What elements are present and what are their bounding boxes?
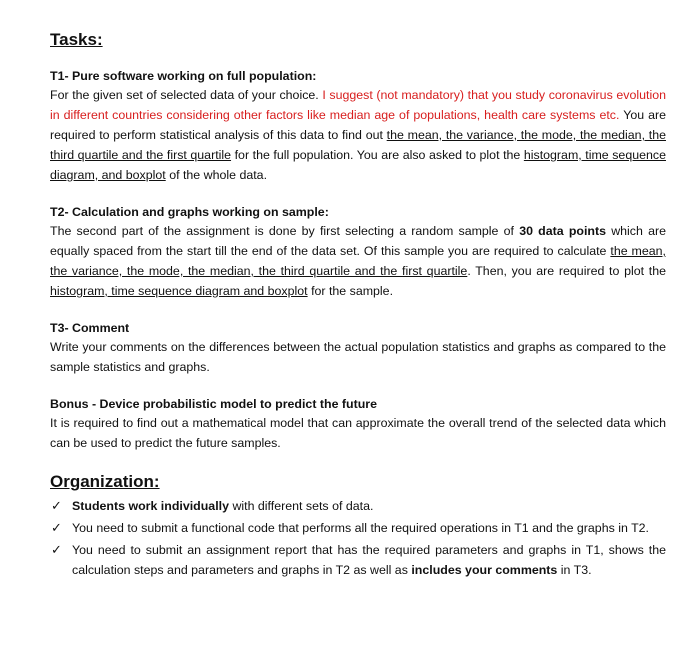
item1-text: with different sets of data. [232, 499, 374, 513]
checkmark-icon: ✓ [51, 542, 62, 557]
t2-text-1: The second part of the assignment is done by first selecting a random sample of [50, 224, 514, 238]
t1-statistics: the mean, the variance, the mode, the median, the third quartile and the first quartile [50, 128, 666, 162]
checkmark-icon: ✓ [51, 498, 62, 513]
t2-text-3: . Then, you are required to plot the [467, 264, 666, 278]
item3-bold: includes your comments [411, 563, 558, 577]
t2-heading: T2- Calculation and graphs working on sample: [50, 205, 329, 219]
list-item [50, 496, 666, 516]
bonus-paragraph: It is required to find out a mathematical model that can approximate the overall trend of the selected data which can be used to predict the future samples. [50, 416, 666, 450]
t2-text-4: for the sample. [311, 284, 394, 298]
t3-paragraph: Write your comments on the differences between the actual population statistics and graphs as compared to the sample statistics and graphs. [50, 340, 666, 374]
t1-text-1: For the given set of selected data of your choice. [50, 88, 319, 102]
list-item [50, 540, 666, 580]
item3-text-end: in T3. [560, 563, 592, 577]
organization-list [50, 496, 666, 580]
t2-text-2: which are equally spaced from the start till the end of the data set. Of this sample you are required to calculate [50, 224, 667, 258]
t1-suggestion: I suggest (not mandatory) that you study coronavirus evolution in different countries considering other factors like median age of populations, health care systems etc. [50, 88, 666, 122]
item1-bold: Students work individually [72, 499, 229, 513]
list-item [50, 518, 666, 538]
t1-text-3: for the full population. You are also asked to plot the [234, 148, 521, 162]
t2-section [50, 204, 666, 301]
organization-title: Organization: [50, 472, 160, 491]
t2-sample-size: 30 data points [519, 224, 607, 238]
item3-text-start: You need to submit an assignment report that has the required parameters and graphs in T1, shows the calculation steps and parameters and graphs in T2 as well as [72, 543, 666, 577]
t2-plots: histogram, time sequence diagram and boxplot [50, 284, 308, 298]
t2-paragraph [50, 221, 666, 301]
tasks-title: Tasks: [50, 30, 103, 49]
checkmark-icon: ✓ [51, 520, 62, 535]
bonus-section [50, 396, 666, 453]
t1-heading: T1- Pure software working on full population: [50, 69, 317, 83]
t1-section [50, 68, 666, 185]
t1-text-4: of the whole data. [169, 168, 268, 182]
item2-text: You need to submit a functional code that performs all the required operations in T1 and the graphs in T2. [72, 521, 649, 535]
t1-plots: histogram, time sequence diagram, and boxplot [50, 148, 666, 182]
bonus-heading: Bonus - Device probabilistic model to predict the future [50, 397, 378, 411]
t2-statistics: the mean, the variance, the mode, the median, the third quartile and the first quartile [50, 244, 666, 278]
document-page [50, 30, 666, 582]
t1-paragraph [50, 85, 666, 185]
t1-text-2: You are required to perform statistical analysis of this data to find out [50, 108, 666, 142]
t3-section [50, 320, 666, 377]
t3-heading: T3- Comment [50, 321, 130, 335]
